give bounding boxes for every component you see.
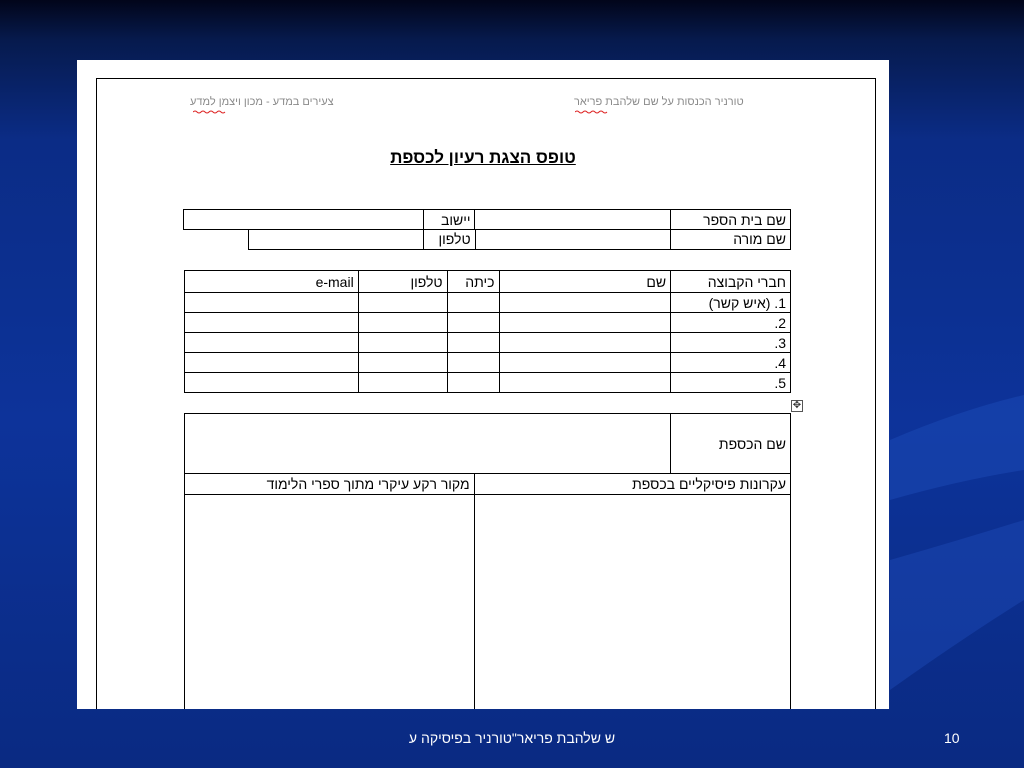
teacher-phone-label: טלפון xyxy=(423,229,475,249)
member-email-field[interactable] xyxy=(185,313,359,333)
member-number: 2. xyxy=(671,313,791,333)
members-header-email: e-mail xyxy=(185,271,359,293)
member-phone-field[interactable] xyxy=(358,373,447,393)
table-row xyxy=(185,313,791,333)
spell-squiggle-left xyxy=(193,110,253,114)
safe-name-label: שם הכספת xyxy=(671,414,791,474)
header-right xyxy=(574,96,744,108)
header-left xyxy=(190,96,334,108)
member-number: 4. xyxy=(671,353,791,373)
member-name-field[interactable] xyxy=(499,353,671,373)
spell-squiggle-right xyxy=(575,110,615,114)
slide-page-number: 10 xyxy=(944,730,960,746)
principles-label: עקרונות פיסיקליים בכספת xyxy=(474,474,790,495)
table-row xyxy=(185,293,791,313)
teacher-name-label: שם מורה xyxy=(671,229,791,249)
member-email-field[interactable] xyxy=(185,353,359,373)
member-name-field[interactable] xyxy=(499,333,671,353)
members-header-group: חברי הקבוצה xyxy=(671,271,791,293)
member-name-field[interactable] xyxy=(499,293,671,313)
member-name-field[interactable] xyxy=(499,373,671,393)
settlement-label: יישוב xyxy=(423,210,475,230)
members-header-row xyxy=(185,271,791,293)
member-class-field[interactable] xyxy=(447,313,499,333)
table-move-handle-icon[interactable]: ✥ xyxy=(792,400,802,411)
idea-table xyxy=(184,413,791,709)
slide-footer: ש שלהבת פריאר"טורניר בפיסיקה ע xyxy=(408,730,616,746)
teacher-phone-field[interactable] xyxy=(249,229,424,249)
background-source-field[interactable] xyxy=(185,495,475,710)
table-row xyxy=(185,353,791,373)
settlement-field[interactable] xyxy=(184,210,424,230)
member-class-field[interactable] xyxy=(447,353,499,373)
member-email-field[interactable] xyxy=(185,373,359,393)
teacher-table xyxy=(248,229,791,250)
school-name-label: שם בית הספר xyxy=(671,210,791,230)
table-row xyxy=(185,333,791,353)
member-number: 3. xyxy=(671,333,791,353)
member-name-field[interactable] xyxy=(499,313,671,333)
member-class-field[interactable] xyxy=(447,333,499,353)
members-header-class: כיתה xyxy=(447,271,499,293)
school-table xyxy=(183,209,791,230)
members-header-name: שם xyxy=(499,271,671,293)
member-email-field[interactable] xyxy=(185,333,359,353)
header-right-text: טורניר הכנסות על שם שלהבת פריאר xyxy=(574,96,744,108)
member-phone-field[interactable] xyxy=(358,313,447,333)
school-name-field[interactable] xyxy=(475,210,671,230)
form-title: טופס הצגת רעיון לכספת xyxy=(390,148,576,167)
safe-name-field[interactable] xyxy=(185,414,671,474)
members-header-phone: טלפון xyxy=(358,271,447,293)
member-class-field[interactable] xyxy=(447,373,499,393)
background-source-label: מקור רקע עיקרי מתוך ספרי הלימוד xyxy=(185,474,475,495)
teacher-name-field[interactable] xyxy=(475,229,671,249)
member-number: 5. xyxy=(671,373,791,393)
member-email-field[interactable] xyxy=(185,293,359,313)
members-table xyxy=(184,270,791,393)
member-phone-field[interactable] xyxy=(358,353,447,373)
member-class-field[interactable] xyxy=(447,293,499,313)
member-phone-field[interactable] xyxy=(358,293,447,313)
member-phone-field[interactable] xyxy=(358,333,447,353)
table-row xyxy=(185,373,791,393)
header-left-text: צעירים במדע - מכון ויצמן למדע xyxy=(190,96,334,108)
member-number: 1. (איש קשר) xyxy=(671,293,791,313)
principles-field[interactable] xyxy=(474,495,790,710)
document-page xyxy=(77,60,889,709)
